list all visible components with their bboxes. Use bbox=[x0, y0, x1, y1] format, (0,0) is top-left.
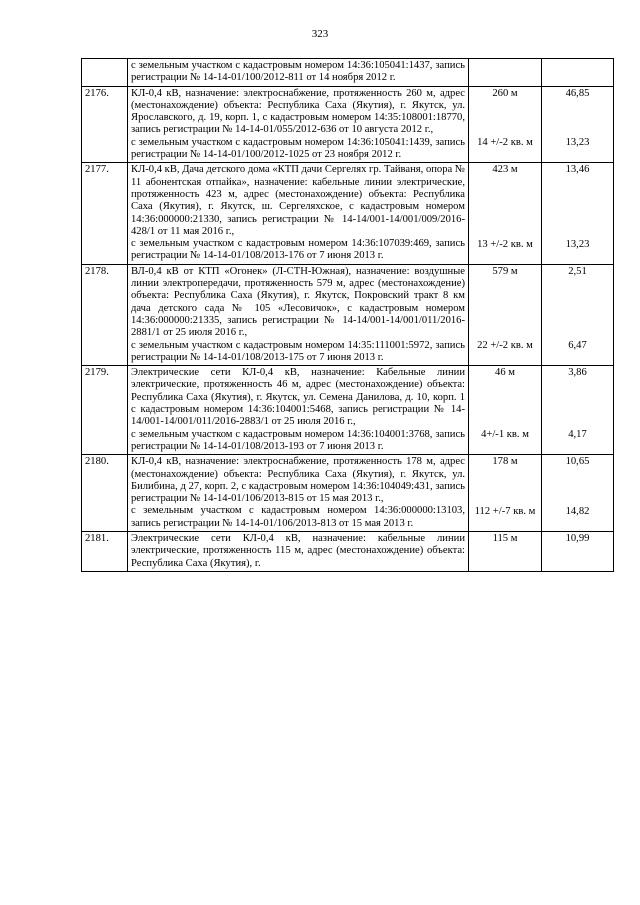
description-cell bbox=[128, 163, 469, 264]
length-value: 579 м bbox=[492, 265, 518, 277]
value-cell bbox=[542, 163, 614, 264]
length-value bbox=[472, 60, 538, 72]
object-amount: 46,85 bbox=[565, 87, 590, 99]
object-amount bbox=[545, 60, 610, 72]
size-cell bbox=[469, 59, 542, 87]
description-cell bbox=[128, 531, 469, 571]
size-cell bbox=[469, 455, 542, 532]
land-amount: 14,82 bbox=[565, 505, 590, 517]
area-value: 13 +/-2 кв. м bbox=[477, 238, 533, 250]
description-cell bbox=[128, 264, 469, 365]
table-row bbox=[82, 264, 614, 365]
page-number: 323 bbox=[311, 28, 329, 40]
land-amount: 13,23 bbox=[565, 238, 590, 250]
table-body bbox=[82, 59, 614, 572]
land-plot-description: с земельным участком с кадастровым номером 14:36:000000:13103, запись регистрации № 14-14-01/106/2013-813 от 15 мая 2013 г. bbox=[131, 505, 465, 529]
size-cell bbox=[469, 531, 542, 571]
description-cell bbox=[128, 86, 469, 163]
value-cell bbox=[542, 86, 614, 163]
row-number bbox=[82, 59, 128, 87]
value-cell bbox=[542, 59, 614, 87]
object-description: ВЛ-0,4 кВ от КТП «Огонек» (Л-СТН-Южная), назначение: воздушные линии электропередачи, протяженность 579 м, адрес (местонахождение) объекта: Республика Саха (Якутия), г. Якутск, Покровский тракт 8 км дача детского сада № 105 «Лесовичок», с кадастровым номером 14:36:000000:21335, запись регистрации № 14-14/001-14/001/011/2016-2881/1 от 25 июля 2016 г., bbox=[131, 265, 465, 339]
row-number: 2179. bbox=[82, 366, 128, 455]
property-table bbox=[81, 58, 614, 572]
land-plot-description: с земельным участком с кадастровым номером 14:36:105041:1439, запись регистрации № 14-14-01/100/2012-1025 от 23 ноября 2012 г. bbox=[131, 136, 465, 161]
row-number: 2178. bbox=[82, 264, 128, 365]
row-number: 2180. bbox=[82, 455, 128, 532]
object-description: КЛ-0,4 кВ, назначение: электроснабжение, протяженность 260 м, адрес (местонахождение) объекта: Республика Саха (Якутия), г. Якутск, ул. Ярославского, д. 19, корп. 1, с кадастровым номером 14:35:108001:18770, запись регистрации № 14-14-01/055/2012-636 от 10 августа 2012 г., bbox=[131, 87, 465, 136]
value-cell bbox=[542, 366, 614, 455]
size-cell bbox=[469, 366, 542, 455]
area-value: 112 +/-7 кв. м bbox=[474, 505, 536, 517]
object-amount: 13,46 bbox=[565, 164, 590, 176]
length-value: 178 м bbox=[492, 456, 518, 468]
row-number: 2177. bbox=[82, 163, 128, 264]
description-cell bbox=[128, 366, 469, 455]
table-row bbox=[82, 366, 614, 455]
length-value: 423 м bbox=[492, 164, 518, 176]
land-plot-description: с земельным участком с кадастровым номером 14:35:111001:5972, запись регистрации № 14-14-01/108/2013-175 от 7 июня 2013 г. bbox=[131, 339, 465, 363]
table-row bbox=[82, 531, 614, 571]
object-amount: 3,86 bbox=[568, 367, 587, 379]
land-plot-description: с земельным участком с кадастровым номером 14:36:104001:3768, запись регистрации № 14-14-01/108/2013-193 от 7 июня 2013 г. bbox=[131, 428, 465, 452]
object-description: КЛ-0,4 кВ, Дача детского дома «КТП дачи Сергелях гр. Тайваня, опора № 11 абонентская отпайка», назначение: кабельные линии электрические, протяженность 423 м, адрес (местонахождение) объекта: Республика Саха (Якутия), г. Якутск, ш. Сергеляхское, с кадастровым номером 14:36:000000:21330, запись регистрации № 14-14/001-14/001/009/2016-428/1 от 11 мая 2016 г., bbox=[131, 164, 465, 237]
description-cell bbox=[128, 59, 469, 87]
object-amount: 2,51 bbox=[568, 265, 587, 277]
size-cell bbox=[469, 86, 542, 163]
value-cell bbox=[542, 531, 614, 571]
object-description: с земельным участком с кадастровым номером 14:36:105041:1437, запись регистрации № 14-14-01/100/2012-811 от 14 ноября 2012 г. bbox=[131, 60, 465, 84]
row-number: 2176. bbox=[82, 86, 128, 163]
table-row bbox=[82, 163, 614, 264]
land-amount: 13,23 bbox=[565, 137, 590, 149]
table-row bbox=[82, 86, 614, 163]
land-amount: 4,17 bbox=[568, 429, 587, 441]
length-value: 260 м bbox=[492, 87, 518, 99]
land-plot-description: с земельным участком с кадастровым номером 14:36:107039:469, запись регистрации № 14-14-01/108/2013-176 от 7 июня 2013 г. bbox=[131, 238, 465, 262]
land-amount: 6,47 bbox=[568, 340, 587, 352]
object-description: Электрические сети КЛ-0,4 кВ, назначение: Кабельные линии электрические, протяженность 46 м, адрес (местонахождение) объекта: Республика Саха (Якутия), г. Якутск, ул. Семена Данилова, д. 10, корп. 1 с кадастровым номером 14:36:104001:5468, запись регистрации № 14-14/001-14/001/011/2016-2883/1 от 25 июля 2016 г., bbox=[131, 367, 465, 428]
area-value: 4+/-1 кв. м bbox=[481, 429, 529, 441]
table-row bbox=[82, 455, 614, 532]
size-cell bbox=[469, 264, 542, 365]
description-cell bbox=[128, 455, 469, 532]
value-cell bbox=[542, 264, 614, 365]
value-cell bbox=[542, 455, 614, 532]
object-amount: 10,99 bbox=[565, 532, 590, 544]
object-description: КЛ-0,4 кВ, назначение: электроснабжение, протяженность 178 м, адрес (местонахождение) объекта: Республика Саха (Якутия), г. Якутск, ул. Билибина, д 27, корп. 2, с кадастровым номером 14:36:104049:431, запись регистрации № 14-14-01/106/2013-815 от 15 мая 2013 г., bbox=[131, 456, 465, 505]
object-description: Электрические сети КЛ-0,4 кВ, назначение: кабельные линии электрические, протяженность 115 м, адрес (местонахождение) объекта: Республика Саха (Якутия), г. bbox=[131, 532, 465, 569]
area-value: 22 +/-2 кв. м bbox=[477, 340, 533, 352]
object-amount: 10,65 bbox=[565, 456, 590, 468]
size-cell bbox=[469, 163, 542, 264]
length-value: 46 м bbox=[495, 367, 515, 379]
row-number: 2181. bbox=[82, 531, 128, 571]
area-value: 14 +/-2 кв. м bbox=[477, 137, 533, 149]
length-value: 115 м bbox=[492, 532, 518, 544]
table-row bbox=[82, 59, 614, 87]
